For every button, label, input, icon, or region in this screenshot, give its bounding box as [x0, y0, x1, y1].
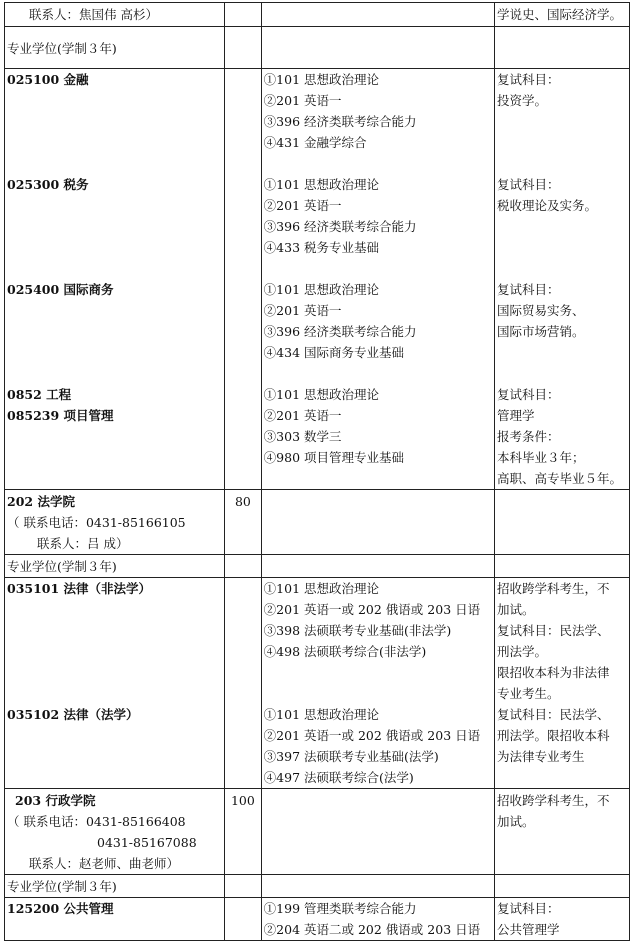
enrollment-count: 80	[234, 494, 251, 509]
empty-cell	[495, 27, 630, 69]
exam-subject: ④498 法硕联考综合(非法学)	[263, 644, 427, 659]
school-name: 202 法学院	[7, 494, 75, 509]
exam-subject: ④431 金融学综合	[263, 135, 367, 150]
exam-subject: ①101 思想政治理论	[263, 177, 380, 192]
empty-cell	[261, 789, 494, 875]
notes-cell	[495, 789, 630, 875]
major-names-cell	[5, 898, 225, 941]
exam-subject: ①101 思想政治理论	[263, 387, 380, 402]
note-line: 加试。	[497, 814, 535, 829]
exam-subject: ①101 思想政治理论	[263, 72, 380, 87]
subjects-cell	[261, 3, 494, 27]
admissions-table	[4, 2, 630, 941]
degree-type-label: 专业学位(学制３年)	[7, 879, 117, 894]
exam-subject: ②201 英语一	[263, 93, 342, 108]
note-line: 复试科目：民法学、	[497, 623, 610, 638]
degree-type-label: 专业学位(学制３年)	[7, 559, 117, 574]
table-row	[5, 3, 630, 27]
note-line: 国际贸易实务、	[497, 303, 585, 318]
note-line: 复试科目：	[497, 387, 560, 402]
empty-cell	[261, 27, 494, 69]
note-line: 加试。	[497, 602, 535, 617]
exam-subject: ①199 管理类联考综合能力	[263, 901, 417, 916]
note-line: 刑法学。	[497, 644, 548, 659]
contact-person: 联系人：焦国伟 高杉）	[29, 7, 158, 22]
major-names-cell	[5, 578, 225, 789]
exam-subject: ④980 项目管理专业基础	[263, 450, 405, 465]
major-name: 025400 国际商务	[7, 282, 114, 297]
major-names-cell	[5, 69, 225, 490]
note-line: 报考条件：	[497, 429, 560, 444]
exam-subject: ②201 英语一	[263, 198, 342, 213]
table-row	[5, 898, 630, 941]
enrollment-cell	[225, 578, 262, 789]
exam-subject: ④433 税务专业基础	[263, 240, 380, 255]
subjects-cell	[261, 578, 494, 789]
major-name: 125200 公共管理	[7, 901, 114, 916]
exam-subject: ②204 英语二或 202 俄语或 203 日语	[263, 922, 481, 937]
section-label-cell	[5, 875, 225, 898]
table-row	[5, 789, 630, 875]
empty-cell	[495, 555, 630, 578]
note-line: 复试科目：	[497, 72, 560, 87]
note-line: 招收跨学科考生，不	[497, 793, 610, 808]
note-line: 国际市场营销。	[497, 324, 585, 339]
section-label-cell	[5, 555, 225, 578]
empty-cell	[225, 555, 262, 578]
empty-cell	[225, 875, 262, 898]
exam-subject: ②201 英语一	[263, 303, 342, 318]
exam-subject: ③303 数学三	[263, 429, 342, 444]
major-name: 085239 项目管理	[7, 408, 114, 423]
note-line: 复试科目：	[497, 901, 560, 916]
note-line: 高职、高专毕业５年。	[497, 471, 623, 486]
notes-cell	[495, 898, 630, 941]
exam-subject: ③396 经济类联考综合能力	[263, 324, 417, 339]
note-line: 刑法学。限招收本科	[497, 728, 610, 743]
note-line: 税收理论及实务。	[497, 198, 598, 213]
exam-subject: ③396 经济类联考综合能力	[263, 219, 417, 234]
exam-subject: ①101 思想政治理论	[263, 581, 380, 596]
exam-subject: ②201 英语一	[263, 408, 342, 423]
school-phone: 0431-85167088	[97, 835, 197, 850]
table-row	[5, 27, 630, 69]
note-line: 专业考生。	[497, 686, 560, 701]
school-phone: （ 联系电话：0431-85166105	[7, 515, 186, 530]
notes-cell	[495, 3, 630, 27]
table-row	[5, 875, 630, 898]
empty-cell	[495, 490, 630, 555]
major-name: 025100 金融	[7, 72, 89, 87]
contact-person: 联系人：吕 成）	[37, 536, 129, 551]
empty-cell	[495, 875, 630, 898]
notes-cell	[495, 69, 630, 490]
note-line: 为法律专业考生	[497, 749, 585, 764]
note-line: 管理学	[497, 408, 535, 423]
note-line: 公共管理学	[497, 922, 560, 937]
enrollment-cell	[225, 898, 262, 941]
table-row	[5, 578, 630, 789]
empty-cell	[261, 490, 494, 555]
exam-subject: ②201 英语一或 202 俄语或 203 日语	[263, 602, 481, 617]
enrollment-cell	[225, 69, 262, 490]
table-row	[5, 69, 630, 490]
note-line: 限招收本科为非法律	[497, 665, 610, 680]
exam-subject: ④434 国际商务专业基础	[263, 345, 405, 360]
table-row	[5, 490, 630, 555]
major-name: 025300 税务	[7, 177, 89, 192]
major-name: 0852 工程	[7, 387, 72, 402]
exam-subject: ③396 经济类联考综合能力	[263, 114, 417, 129]
enrollment-cell	[225, 490, 262, 555]
school-contact-cell	[5, 3, 225, 27]
note-line: 复试科目：	[497, 177, 560, 192]
school-cell	[5, 490, 225, 555]
school-cell	[5, 789, 225, 875]
exam-subject: ④497 法硕联考综合(法学)	[263, 770, 414, 785]
empty-cell	[261, 875, 494, 898]
exam-subject: ①101 思想政治理论	[263, 707, 380, 722]
note-line: 本科毕业３年；	[497, 450, 585, 465]
subjects-cell	[261, 898, 494, 941]
note-line: 复试科目：	[497, 282, 560, 297]
note-line: 招收跨学科考生，不	[497, 581, 610, 596]
exam-subject: ①101 思想政治理论	[263, 282, 380, 297]
note-line: 学说史、国际经济学。	[497, 7, 623, 22]
section-label-cell	[5, 27, 225, 69]
exam-subject: ②201 英语一或 202 俄语或 203 日语	[263, 728, 481, 743]
school-name: 203 行政学院	[15, 793, 96, 808]
note-line: 投资学。	[497, 93, 548, 108]
table-row	[5, 555, 630, 578]
empty-cell	[261, 555, 494, 578]
exam-subject: ③398 法硕联考专业基础(非法学)	[263, 623, 452, 638]
major-name: 035101 法律（非法学）	[7, 581, 152, 596]
enrollment-cell	[225, 789, 262, 875]
school-phone: （ 联系电话：0431-85166408	[7, 814, 186, 829]
contact-person: 联系人：赵老师、曲老师）	[29, 856, 180, 871]
enrollment-count: 100	[230, 793, 255, 808]
major-name: 035102 法律（法学）	[7, 707, 139, 722]
exam-subject: ③397 法硕联考专业基础(法学)	[263, 749, 439, 764]
enrollment-cell	[225, 3, 262, 27]
notes-cell	[495, 578, 630, 789]
note-line: 复试科目：民法学、	[497, 707, 610, 722]
degree-type-label: 专业学位(学制３年)	[7, 40, 117, 56]
empty-cell	[225, 27, 262, 69]
subjects-cell	[261, 69, 494, 490]
